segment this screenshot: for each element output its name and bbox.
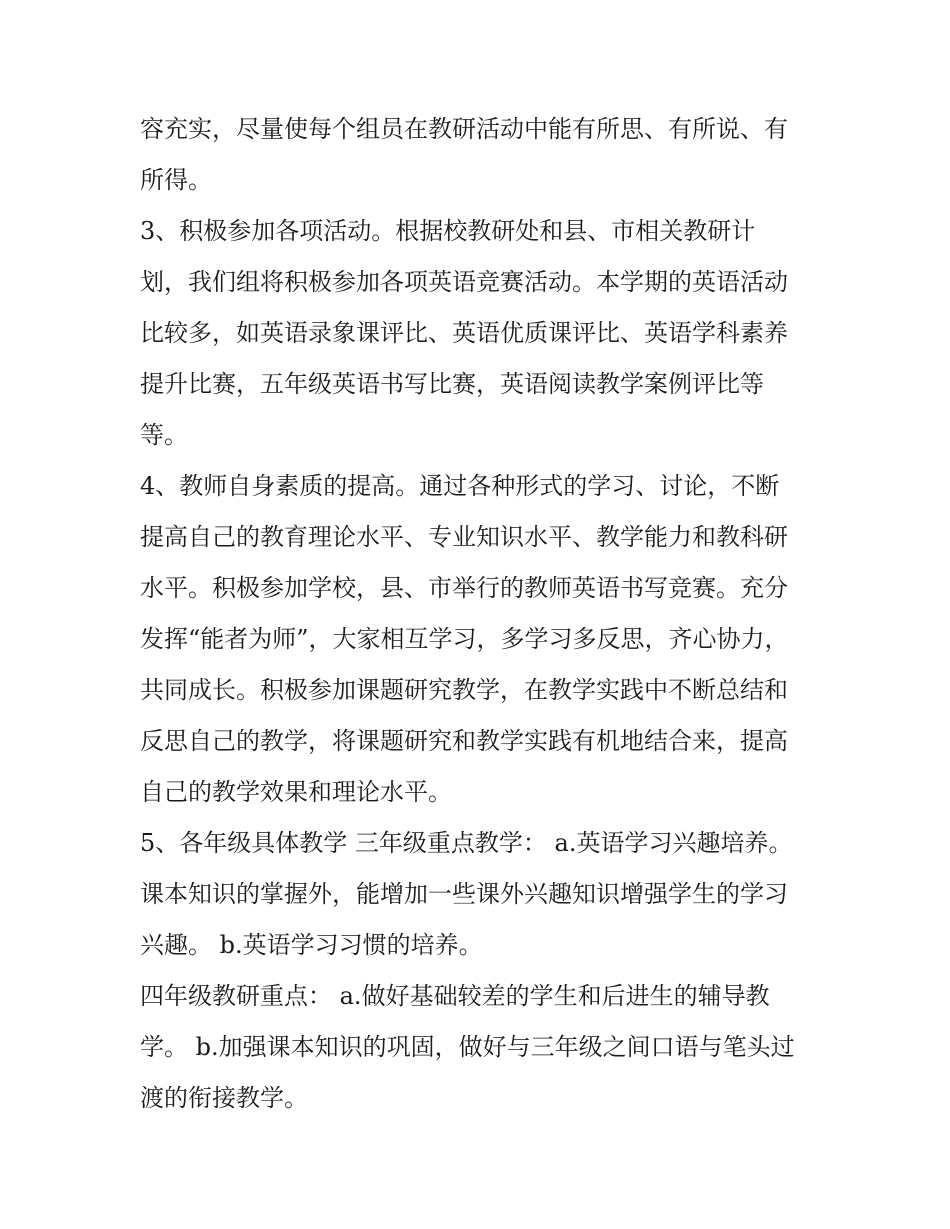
body-text	[140, 104, 830, 1124]
text-line: 反思自己的教学，将课题研究和教学实践有机地结合来，提高	[140, 727, 788, 755]
text-line: 比较多，如英语录象课评比、英语优质课评比、英语学科素养	[140, 319, 788, 347]
text-line: 等。	[140, 421, 188, 449]
text-line: 4、教师自身素质的提高。通过各种形式的学习、讨论，不断	[140, 472, 780, 500]
text-line: 3、积极参加各项活动。根据校教研处和县、市相关教研计	[140, 217, 756, 245]
text-line: 发挥“能者为师”，大家相互学习，多学习多反思，齐心协力，	[140, 625, 789, 653]
text-line: 四年级教研重点： a.做好基础较差的学生和后进生的辅导教	[140, 982, 770, 1010]
text-line: 划，我们组将积极参加各项英语竞赛活动。本学期的英语活动	[140, 268, 788, 296]
text-line: 渡的衔接教学。	[140, 1084, 308, 1112]
text-line: 课本知识的掌握外，能增加一些课外兴趣知识增强学生的学习	[140, 880, 788, 908]
text-line: 自己的教学效果和理论水平。	[140, 778, 452, 806]
text-line: 提高自己的教育理论水平、专业知识水平、教学能力和教科研	[140, 523, 788, 551]
text-line: 5、各年级具体教学 三年级重点教学： a.英语学习兴趣培养。	[140, 829, 793, 857]
text-line: 兴趣。 b.英语学习习惯的培养。	[140, 931, 483, 959]
text-line: 提升比赛，五年级英语书写比赛，英语阅读教学案例评比等	[140, 370, 764, 398]
text-line: 共同成长。积极参加课题研究教学，在教学实践中不断总结和	[140, 676, 788, 704]
text-line: 所得。	[140, 166, 212, 194]
text-line: 容充实，尽量使每个组员在教研活动中能有所思、有所说、有	[140, 115, 788, 143]
text-line: 学。 b.加强课本知识的巩固，做好与三年级之间口语与笔头过	[140, 1033, 795, 1061]
text-line: 水平。积极参加学校，县、市举行的教师英语书写竞赛。充分	[140, 574, 788, 602]
